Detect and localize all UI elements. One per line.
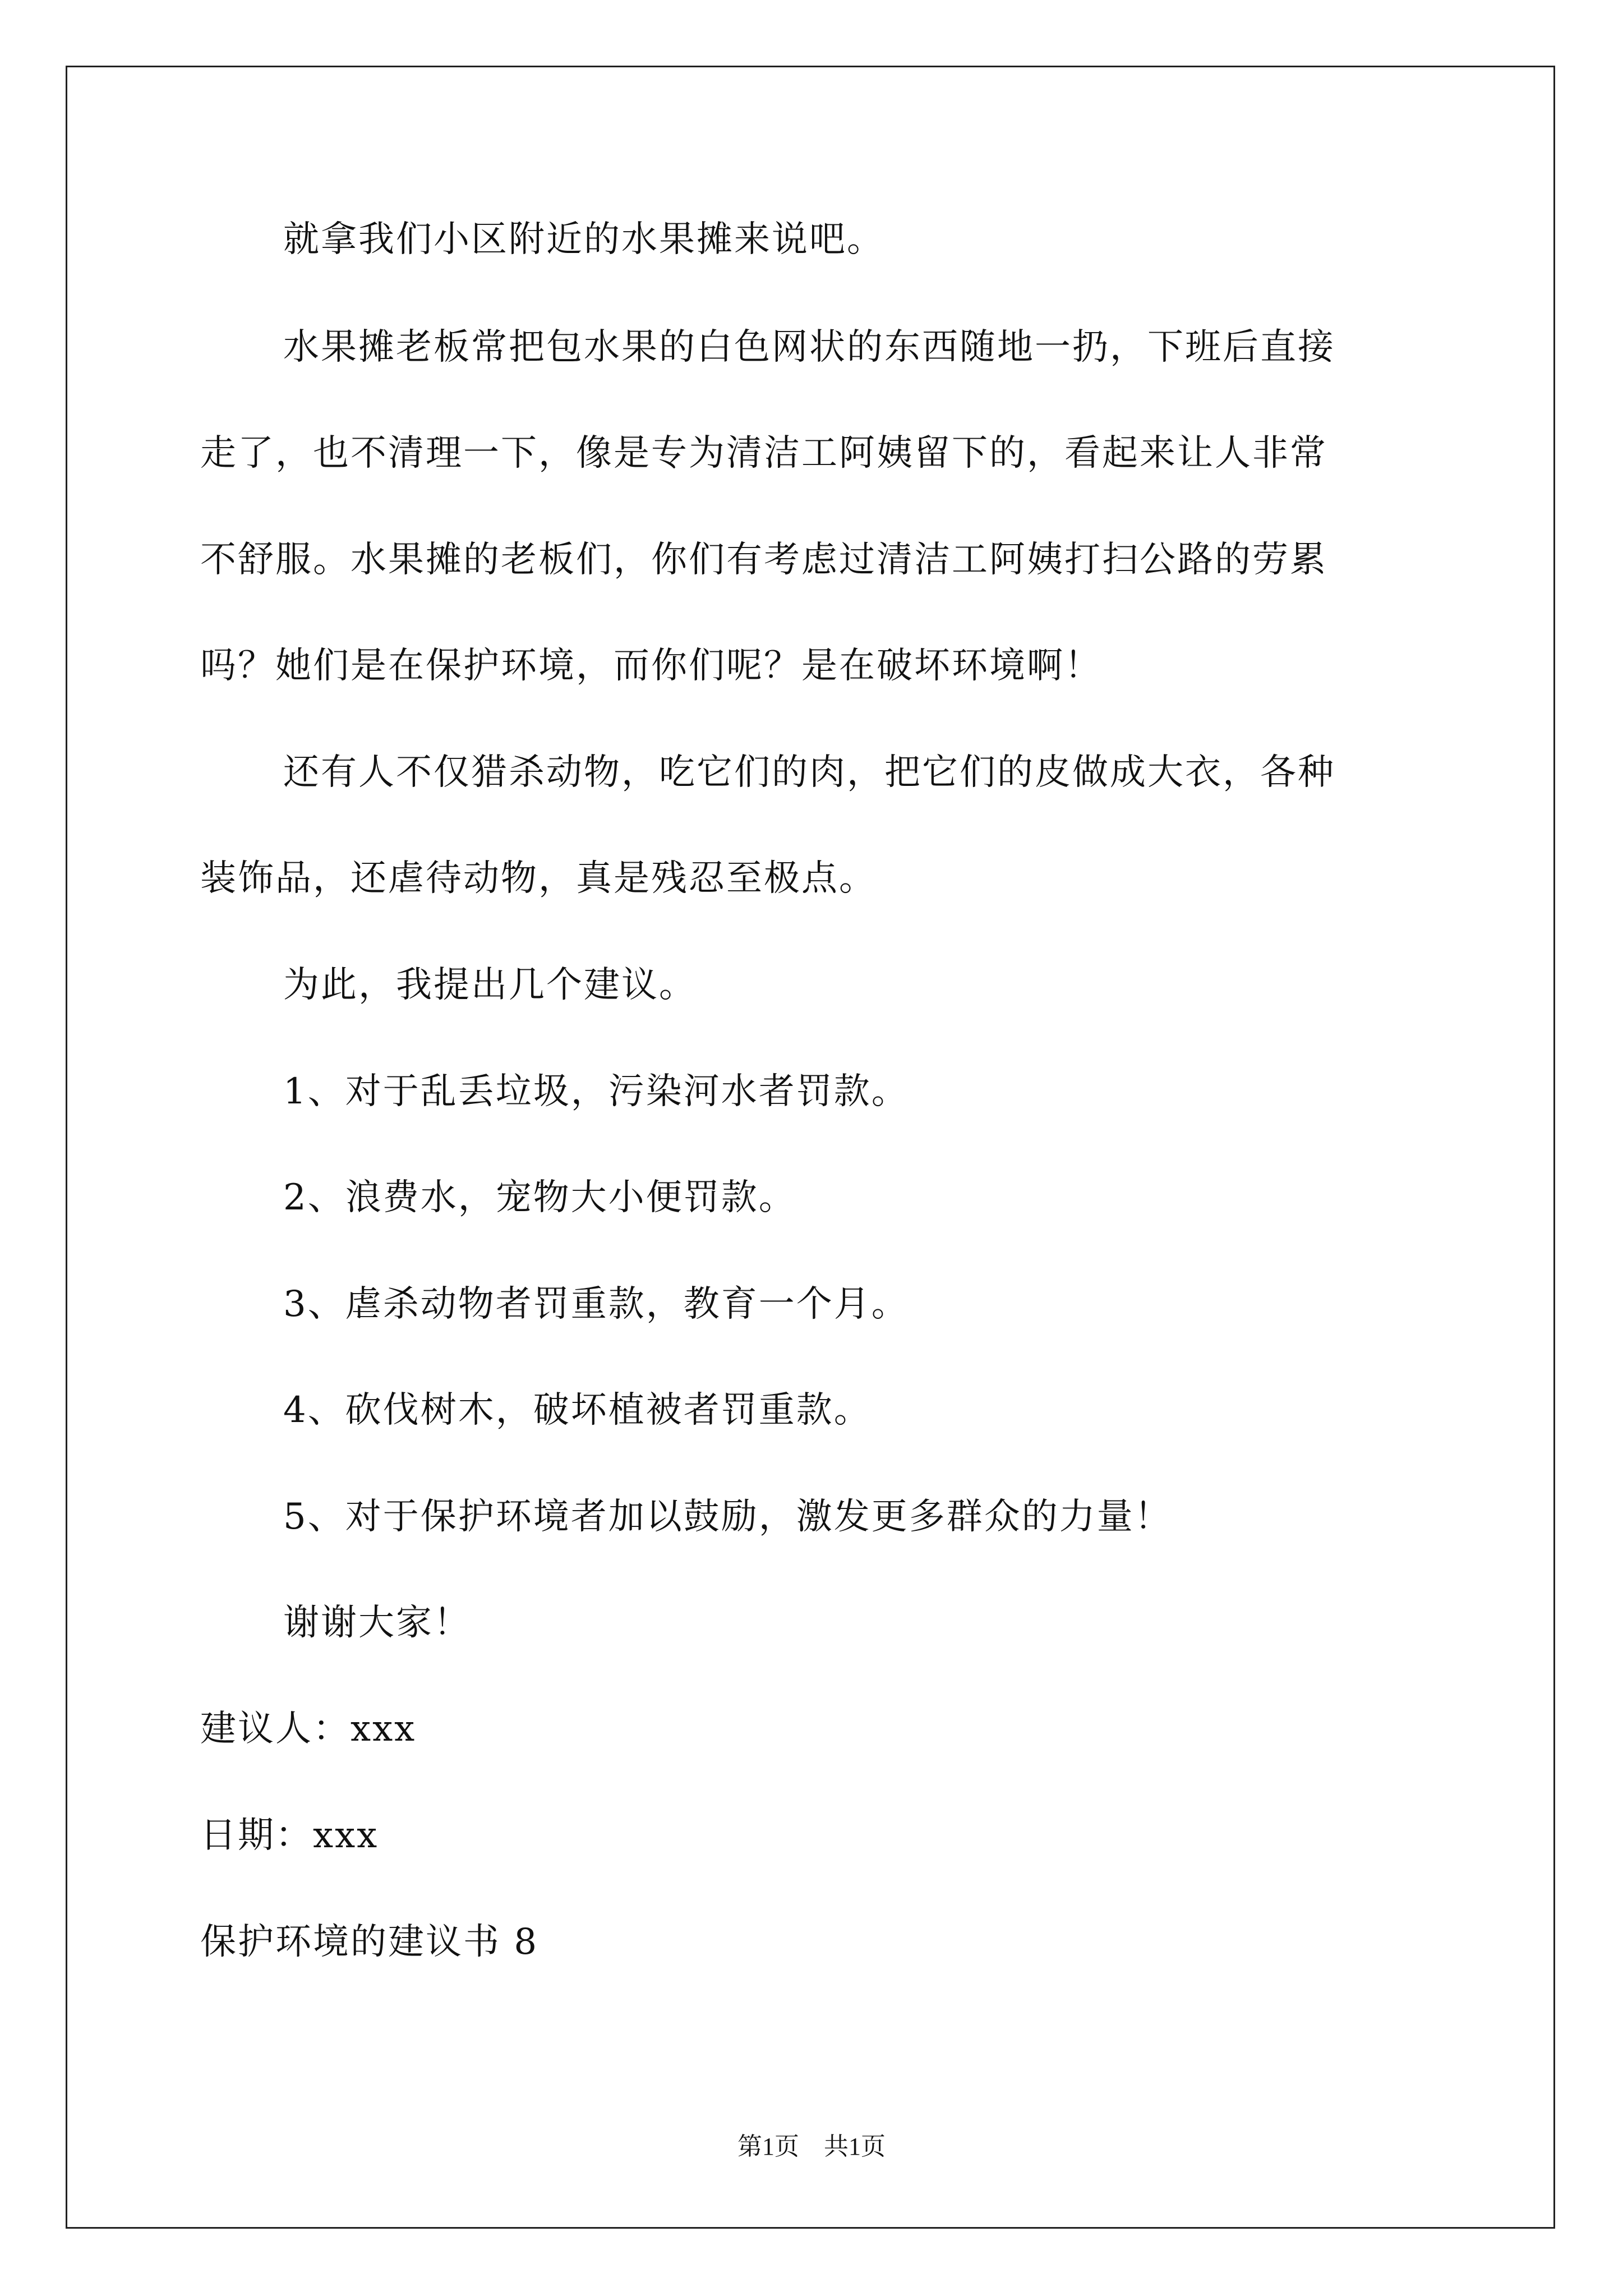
paragraph-line: 不舒服。水果摊的老板们，你们有考虑过清洁工阿姨打扫公路的劳累	[200, 539, 1327, 581]
signer-line: 建议人：xxx	[200, 1708, 417, 1750]
page-footer: 第1页 共1页	[737, 2133, 886, 2160]
suggestion-item: 4、砍伐树木，破坏植被者罚重款。	[283, 1389, 872, 1431]
closing-thanks: 谢谢大家！	[283, 1602, 471, 1644]
paragraph-line: 为此，我提出几个建议。	[283, 964, 697, 1006]
paragraph-line: 水果摊老板常把包水果的白色网状的东西随地一扔，下班后直接	[283, 326, 1335, 368]
paragraph-line: 走了，也不清理一下，像是专为清洁工阿姨留下的，看起来让人非常	[200, 432, 1327, 474]
paragraph-line: 就拿我们小区附近的水果摊来说吧。	[283, 219, 884, 260]
paragraph-line: 还有人不仅猎杀动物，吃它们的肉，把它们的皮做成大衣，各种	[283, 752, 1335, 793]
date-line: 日期：xxx	[200, 1815, 379, 1856]
suggestion-item: 1、对于乱丢垃圾，污染河水者罚款。	[283, 1071, 909, 1112]
next-section-title: 保护环境的建议书 8	[200, 1921, 539, 1963]
paragraph-line: 装饰品，还虐待动物，真是残忍至极点。	[200, 858, 877, 899]
suggestion-item: 5、对于保护环境者加以鼓励，激发更多群众的力量！	[283, 1496, 1172, 1538]
page-border	[66, 66, 1555, 2229]
suggestion-item: 2、浪费水，宠物大小便罚款。	[283, 1177, 796, 1218]
paragraph-line: 吗？她们是在保护环境，而你们呢？是在破坏环境啊！	[200, 645, 1102, 687]
suggestion-item: 3、虐杀动物者罚重款，教育一个月。	[283, 1283, 909, 1325]
